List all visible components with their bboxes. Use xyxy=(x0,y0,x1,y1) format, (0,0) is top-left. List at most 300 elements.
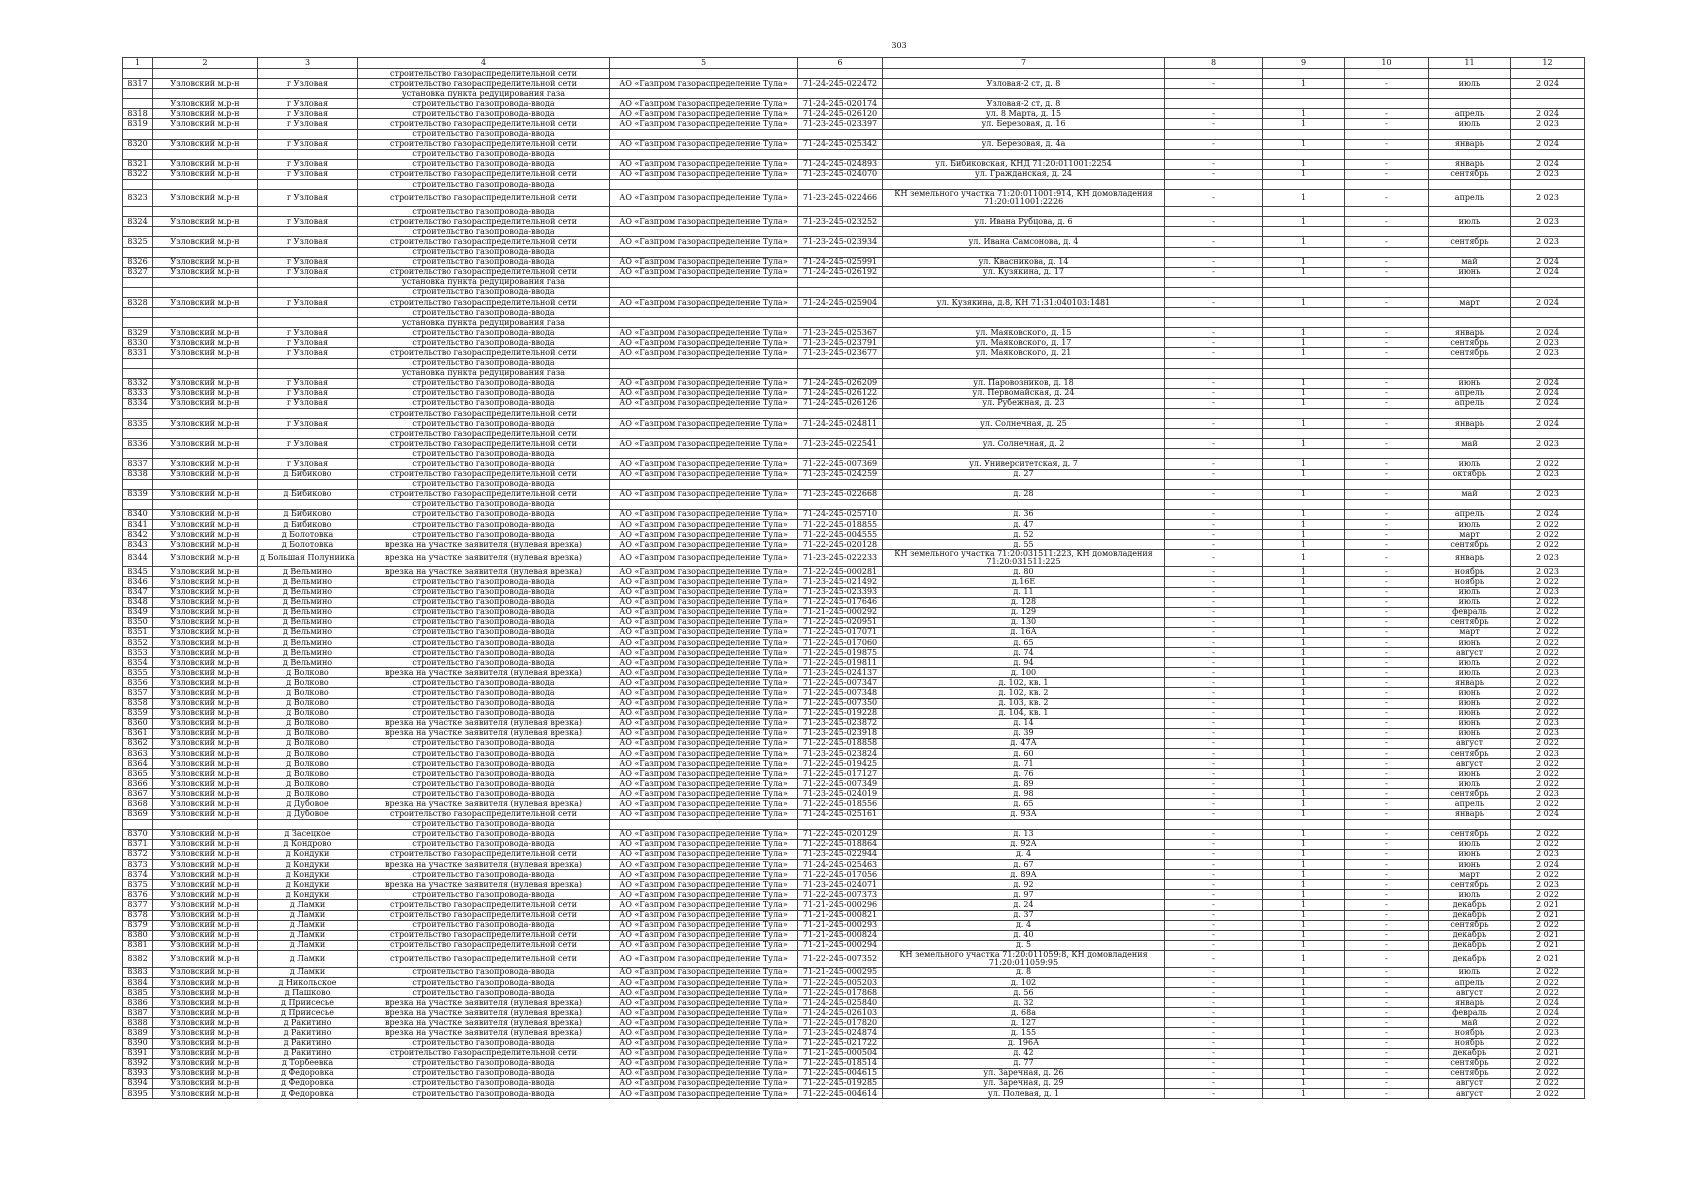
cell-col9: 1 xyxy=(1263,1068,1345,1078)
cell-year xyxy=(1511,429,1585,439)
cell-organization: АО «Газпром газораспределение Тула» xyxy=(610,439,798,449)
cell-district: Узловский м.р-н xyxy=(153,1058,258,1068)
cell-district: Узловский м.р-н xyxy=(153,718,258,728)
cell-number xyxy=(123,479,153,489)
cell-work-type: строительство газораспределительной сети xyxy=(358,439,610,449)
cell-organization: АО «Газпром газораспределение Тула» xyxy=(610,348,798,358)
cell-col10: - xyxy=(1345,1078,1429,1088)
cell-address xyxy=(883,69,1165,79)
cell-application-number: 71-22-245-017868 xyxy=(798,988,883,998)
cell-address: д. 37 xyxy=(883,910,1165,920)
cell-month: июнь xyxy=(1429,849,1511,859)
cell-locality: д Вельмино xyxy=(258,637,358,647)
cell-col9: 1 xyxy=(1263,718,1345,728)
cell-address: ул. Гражданская, д. 24 xyxy=(883,169,1165,179)
cell-district: Узловский м.р-н xyxy=(153,678,258,688)
cell-year: 2 022 xyxy=(1511,678,1585,688)
cell-year: 2 022 xyxy=(1511,577,1585,587)
cell-year xyxy=(1511,277,1585,287)
cell-col10: - xyxy=(1345,998,1429,1008)
cell-organization: АО «Газпром газораспределение Тула» xyxy=(610,217,798,227)
cell-col9: 1 xyxy=(1263,749,1345,759)
cell-col9: 1 xyxy=(1263,550,1345,567)
table-row xyxy=(123,139,1585,149)
cell-organization: АО «Газпром газораспределение Тула» xyxy=(610,237,798,247)
cell-number: 8319 xyxy=(123,119,153,129)
cell-locality: д Волково xyxy=(258,749,358,759)
cell-col8 xyxy=(1165,368,1263,378)
table-row xyxy=(123,190,1585,207)
table-row xyxy=(123,698,1585,708)
cell-address: д. 97 xyxy=(883,890,1165,900)
table-body xyxy=(123,69,1585,1099)
cell-number: 8336 xyxy=(123,439,153,449)
cell-application-number: 71-22-245-019285 xyxy=(798,1078,883,1088)
cell-number xyxy=(123,227,153,237)
cell-work-type: строительство газопровода-ввода xyxy=(358,759,610,769)
table-row xyxy=(123,409,1585,419)
cell-organization xyxy=(610,358,798,368)
cell-number: 8330 xyxy=(123,338,153,348)
cell-organization: АО «Газпром газораспределение Тула» xyxy=(610,789,798,799)
cell-application-number: 71-22-245-019228 xyxy=(798,708,883,718)
table-row xyxy=(123,1089,1585,1099)
cell-application-number: 71-21-245-000295 xyxy=(798,967,883,977)
cell-col10: - xyxy=(1345,708,1429,718)
table-row xyxy=(123,1038,1585,1048)
cell-district xyxy=(153,499,258,509)
cell-locality: г Узловая xyxy=(258,109,358,119)
table-row xyxy=(123,429,1585,439)
cell-number: 8333 xyxy=(123,388,153,398)
cell-col8: - xyxy=(1165,708,1263,718)
column-header: 7 xyxy=(883,58,1165,69)
cell-application-number: 71-23-245-023934 xyxy=(798,237,883,247)
cell-work-type: строительство газораспределительной сети xyxy=(358,409,610,419)
cell-year: 2 023 xyxy=(1511,550,1585,567)
cell-district: Узловский м.р-н xyxy=(153,540,258,550)
cell-work-type: врезка на участке заявителя (нулевая врезка) xyxy=(358,540,610,550)
cell-col10: - xyxy=(1345,328,1429,338)
cell-month: январь xyxy=(1429,809,1511,819)
cell-col9: 1 xyxy=(1263,577,1345,587)
cell-organization: АО «Газпром газораспределение Тула» xyxy=(610,870,798,880)
cell-application-number: 71-23-245-023824 xyxy=(798,749,883,759)
cell-col9: 1 xyxy=(1263,849,1345,859)
cell-work-type: установка пункта редуцирования газа xyxy=(358,89,610,99)
cell-district: Узловский м.р-н xyxy=(153,920,258,930)
cell-number: 8390 xyxy=(123,1038,153,1048)
cell-month xyxy=(1429,499,1511,509)
cell-col8: - xyxy=(1165,668,1263,678)
cell-month: декабрь xyxy=(1429,910,1511,920)
cell-number: 8329 xyxy=(123,328,153,338)
cell-col10: - xyxy=(1345,617,1429,627)
cell-month: март xyxy=(1429,627,1511,637)
table-row xyxy=(123,509,1585,519)
cell-col10: - xyxy=(1345,950,1429,967)
cell-year: 2 023 xyxy=(1511,119,1585,129)
cell-work-type: строительство газопровода-ввода xyxy=(358,449,610,459)
cell-year: 2 021 xyxy=(1511,910,1585,920)
cell-col8 xyxy=(1165,149,1263,159)
table-row xyxy=(123,920,1585,930)
cell-district: Узловский м.р-н xyxy=(153,587,258,597)
cell-year: 2 024 xyxy=(1511,297,1585,307)
cell-col10: - xyxy=(1345,718,1429,728)
cell-application-number: 71-24-245-020174 xyxy=(798,99,883,109)
cell-col10: - xyxy=(1345,297,1429,307)
cell-col8: - xyxy=(1165,1089,1263,1099)
cell-col8: - xyxy=(1165,1058,1263,1068)
cell-month: июнь xyxy=(1429,860,1511,870)
cell-district: Узловский м.р-н xyxy=(153,988,258,998)
cell-year: 2 022 xyxy=(1511,890,1585,900)
cell-month: август xyxy=(1429,1078,1511,1088)
cell-number: 8365 xyxy=(123,769,153,779)
cell-month: июнь xyxy=(1429,728,1511,738)
cell-address: д.16Е xyxy=(883,577,1165,587)
cell-district: Узловский м.р-н xyxy=(153,950,258,967)
cell-number xyxy=(123,149,153,159)
cell-col8: - xyxy=(1165,950,1263,967)
cell-district: Узловский м.р-н xyxy=(153,567,258,577)
cell-col10: - xyxy=(1345,119,1429,129)
cell-application-number xyxy=(798,129,883,139)
cell-col8: - xyxy=(1165,637,1263,647)
table-row xyxy=(123,880,1585,890)
cell-work-type: строительство газопровода-ввода xyxy=(358,1089,610,1099)
cell-col8: - xyxy=(1165,550,1263,567)
header-row xyxy=(123,58,1585,69)
cell-month xyxy=(1429,819,1511,829)
cell-number: 8369 xyxy=(123,809,153,819)
cell-col10: - xyxy=(1345,398,1429,408)
cell-col9: 1 xyxy=(1263,328,1345,338)
cell-month: сентябрь xyxy=(1429,540,1511,550)
cell-col8: - xyxy=(1165,530,1263,540)
cell-col10 xyxy=(1345,409,1429,419)
cell-organization: АО «Газпром газораспределение Тула» xyxy=(610,1008,798,1018)
cell-number: 8332 xyxy=(123,378,153,388)
cell-work-type: строительство газопровода-ввода xyxy=(358,648,610,658)
cell-col9: 1 xyxy=(1263,1008,1345,1018)
cell-number: 8350 xyxy=(123,617,153,627)
cell-month: ноябрь xyxy=(1429,577,1511,587)
cell-application-number: 71-23-245-023397 xyxy=(798,119,883,129)
cell-address: д. 65 xyxy=(883,799,1165,809)
cell-month: май xyxy=(1429,439,1511,449)
cell-locality: г Узловая xyxy=(258,398,358,408)
column-header: 5 xyxy=(610,58,798,69)
cell-month xyxy=(1429,207,1511,217)
cell-locality: д Кондуки xyxy=(258,870,358,880)
table-row xyxy=(123,267,1585,277)
cell-address xyxy=(883,247,1165,257)
cell-work-type: строительство газопровода-ввода xyxy=(358,509,610,519)
cell-number xyxy=(123,308,153,318)
cell-application-number xyxy=(798,819,883,829)
cell-number: 8366 xyxy=(123,779,153,789)
cell-application-number: 71-22-245-017071 xyxy=(798,627,883,637)
table-row xyxy=(123,849,1585,859)
cell-district: Узловский м.р-н xyxy=(153,190,258,207)
cell-col10 xyxy=(1345,429,1429,439)
cell-work-type: строительство газопровода-ввода xyxy=(358,839,610,849)
cell-col8: - xyxy=(1165,79,1263,89)
cell-locality: д Пашково xyxy=(258,988,358,998)
cell-application-number: 71-23-245-023872 xyxy=(798,718,883,728)
cell-year: 2 022 xyxy=(1511,658,1585,668)
cell-col10: - xyxy=(1345,109,1429,119)
cell-col10: - xyxy=(1345,419,1429,429)
table-row xyxy=(123,658,1585,668)
cell-district: Узловский м.р-н xyxy=(153,348,258,358)
cell-year: 2 022 xyxy=(1511,637,1585,647)
cell-number xyxy=(123,358,153,368)
cell-locality: д Волково xyxy=(258,718,358,728)
cell-col9: 1 xyxy=(1263,870,1345,880)
cell-district xyxy=(153,180,258,190)
cell-col9: 1 xyxy=(1263,789,1345,799)
cell-district xyxy=(153,479,258,489)
cell-locality: д Волково xyxy=(258,678,358,688)
cell-col9: 1 xyxy=(1263,809,1345,819)
cell-col8: - xyxy=(1165,678,1263,688)
cell-col8: - xyxy=(1165,328,1263,338)
cell-col9: 1 xyxy=(1263,567,1345,577)
cell-application-number: 71-22-245-018864 xyxy=(798,839,883,849)
cell-locality: д Ламки xyxy=(258,910,358,920)
cell-organization: АО «Газпром газораспределение Тула» xyxy=(610,708,798,718)
cell-work-type: строительство газопровода-ввода xyxy=(358,597,610,607)
cell-work-type: врезка на участке заявителя (нулевая врезка) xyxy=(358,1018,610,1028)
cell-work-type: строительство газопровода-ввода xyxy=(358,520,610,530)
cell-col9: 1 xyxy=(1263,169,1345,179)
table-row xyxy=(123,257,1585,267)
cell-district: Узловский м.р-н xyxy=(153,749,258,759)
cell-year: 2 022 xyxy=(1511,1018,1585,1028)
cell-district: Узловский м.р-н xyxy=(153,998,258,1008)
cell-work-type: строительство газопровода-ввода xyxy=(358,617,610,627)
cell-col9 xyxy=(1263,819,1345,829)
cell-month: сентябрь xyxy=(1429,237,1511,247)
cell-col10: - xyxy=(1345,597,1429,607)
cell-col9: 1 xyxy=(1263,890,1345,900)
cell-address: д. 52 xyxy=(883,530,1165,540)
cell-address: д. 103, кв. 2 xyxy=(883,698,1165,708)
cell-col8 xyxy=(1165,358,1263,368)
cell-locality: г Узловая xyxy=(258,459,358,469)
cell-address xyxy=(883,277,1165,287)
cell-month: декабрь xyxy=(1429,930,1511,940)
cell-month: февраль xyxy=(1429,607,1511,617)
table-row xyxy=(123,129,1585,139)
cell-col8: - xyxy=(1165,1028,1263,1038)
cell-address: КН земельного участка 71:20:031511:223, КН домовладения 71:20:031511:225 xyxy=(883,550,1165,567)
cell-address: ул. Заречная, д. 29 xyxy=(883,1078,1165,1088)
cell-col10: - xyxy=(1345,237,1429,247)
cell-col10 xyxy=(1345,99,1429,109)
cell-col8: - xyxy=(1165,900,1263,910)
cell-address xyxy=(883,180,1165,190)
cell-col8: - xyxy=(1165,1068,1263,1078)
cell-organization: АО «Газпром газораспределение Тула» xyxy=(610,809,798,819)
cell-work-type: строительство газопровода-ввода xyxy=(358,870,610,880)
cell-address xyxy=(883,499,1165,509)
cell-col8: - xyxy=(1165,617,1263,627)
cell-address: ул. Маяковского, д. 17 xyxy=(883,338,1165,348)
table-row xyxy=(123,749,1585,759)
cell-work-type: установка пункта редуцирования газа xyxy=(358,318,610,328)
cell-work-type: строительство газопровода-ввода xyxy=(358,149,610,159)
cell-month: июнь xyxy=(1429,267,1511,277)
cell-year: 2 023 xyxy=(1511,587,1585,597)
cell-application-number: 71-22-245-020951 xyxy=(798,617,883,627)
cell-locality: г Узловая xyxy=(258,328,358,338)
cell-address: д. 155 xyxy=(883,1028,1165,1038)
cell-organization xyxy=(610,318,798,328)
cell-application-number xyxy=(798,180,883,190)
cell-address xyxy=(883,368,1165,378)
cell-application-number: 71-23-245-022466 xyxy=(798,190,883,207)
table-row xyxy=(123,789,1585,799)
cell-col8: - xyxy=(1165,718,1263,728)
table-row xyxy=(123,479,1585,489)
cell-locality xyxy=(258,129,358,139)
cell-col9 xyxy=(1263,308,1345,318)
cell-application-number: 71-24-245-025991 xyxy=(798,257,883,267)
cell-address: КН земельного участка 71:20:011001:914, КН домовладения 71:20:011001:2226 xyxy=(883,190,1165,207)
table-row xyxy=(123,617,1585,627)
table-row xyxy=(123,738,1585,748)
cell-col8 xyxy=(1165,277,1263,287)
table-row xyxy=(123,378,1585,388)
cell-month: июль xyxy=(1429,839,1511,849)
cell-work-type: строительство газораспределительной сети xyxy=(358,69,610,79)
table-row xyxy=(123,678,1585,688)
cell-col9: 1 xyxy=(1263,459,1345,469)
cell-year: 2 023 xyxy=(1511,489,1585,499)
cell-organization: АО «Газпром газораспределение Тула» xyxy=(610,257,798,267)
cell-year: 2 024 xyxy=(1511,998,1585,1008)
cell-month xyxy=(1429,180,1511,190)
cell-locality: д Вельмино xyxy=(258,587,358,597)
cell-work-type: строительство газораспределительной сети xyxy=(358,348,610,358)
cell-work-type: строительство газопровода-ввода xyxy=(358,388,610,398)
cell-district: Узловский м.р-н xyxy=(153,79,258,89)
cell-application-number xyxy=(798,69,883,79)
table-row xyxy=(123,988,1585,998)
cell-col10: - xyxy=(1345,809,1429,819)
cell-number: 8357 xyxy=(123,688,153,698)
cell-application-number: 71-22-245-007348 xyxy=(798,688,883,698)
cell-month: март xyxy=(1429,297,1511,307)
cell-locality: д Федоровка xyxy=(258,1089,358,1099)
cell-col10 xyxy=(1345,449,1429,459)
cell-col9: 1 xyxy=(1263,439,1345,449)
cell-organization xyxy=(610,247,798,257)
cell-month: сентябрь xyxy=(1429,617,1511,627)
column-header: 12 xyxy=(1511,58,1585,69)
cell-year: 2 023 xyxy=(1511,169,1585,179)
table-row xyxy=(123,217,1585,227)
cell-col9: 1 xyxy=(1263,217,1345,227)
cell-year: 2 022 xyxy=(1511,839,1585,849)
cell-col8: - xyxy=(1165,799,1263,809)
cell-organization: АО «Газпром газораспределение Тула» xyxy=(610,99,798,109)
cell-col9: 1 xyxy=(1263,1058,1345,1068)
cell-number: 8343 xyxy=(123,540,153,550)
cell-year: 2 022 xyxy=(1511,520,1585,530)
cell-organization xyxy=(610,277,798,287)
cell-year: 2 022 xyxy=(1511,977,1585,987)
cell-number: 8347 xyxy=(123,587,153,597)
cell-year: 2 023 xyxy=(1511,718,1585,728)
cell-col10: - xyxy=(1345,829,1429,839)
cell-locality xyxy=(258,89,358,99)
cell-application-number: 71-23-245-022668 xyxy=(798,489,883,499)
cell-address: КН земельного участка 71:20:011059:8, КН домовладения 71:20:011059:95 xyxy=(883,950,1165,967)
cell-col9 xyxy=(1263,89,1345,99)
cell-application-number: 71-24-245-026126 xyxy=(798,398,883,408)
cell-col10 xyxy=(1345,479,1429,489)
table-row xyxy=(123,607,1585,617)
cell-application-number: 71-23-245-023252 xyxy=(798,217,883,227)
cell-col9 xyxy=(1263,499,1345,509)
cell-col8: - xyxy=(1165,910,1263,920)
cell-col10: - xyxy=(1345,967,1429,977)
cell-year: 2 022 xyxy=(1511,920,1585,930)
cell-col9: 1 xyxy=(1263,860,1345,870)
cell-number: 8348 xyxy=(123,597,153,607)
cell-month xyxy=(1429,149,1511,159)
cell-col10 xyxy=(1345,287,1429,297)
cell-col9: 1 xyxy=(1263,950,1345,967)
cell-locality: г Узловая xyxy=(258,139,358,149)
cell-number: 8320 xyxy=(123,139,153,149)
cell-address: д. 74 xyxy=(883,648,1165,658)
cell-district: Узловский м.р-н xyxy=(153,728,258,738)
cell-col8: - xyxy=(1165,190,1263,207)
cell-col8 xyxy=(1165,247,1263,257)
cell-year: 2 023 xyxy=(1511,237,1585,247)
cell-address: д. 39 xyxy=(883,728,1165,738)
cell-district: Узловский м.р-н xyxy=(153,849,258,859)
cell-month: сентябрь xyxy=(1429,789,1511,799)
cell-district: Узловский м.р-н xyxy=(153,109,258,119)
table-row xyxy=(123,287,1585,297)
cell-col10 xyxy=(1345,247,1429,257)
cell-number: 8375 xyxy=(123,880,153,890)
cell-col10: - xyxy=(1345,79,1429,89)
cell-locality xyxy=(258,308,358,318)
table-row xyxy=(123,1028,1585,1038)
cell-col9: 1 xyxy=(1263,469,1345,479)
cell-work-type: врезка на участке заявителя (нулевая врезка) xyxy=(358,728,610,738)
cell-col10 xyxy=(1345,227,1429,237)
cell-col9: 1 xyxy=(1263,637,1345,647)
cell-col9 xyxy=(1263,180,1345,190)
cell-col10: - xyxy=(1345,489,1429,499)
cell-year: 2 022 xyxy=(1511,870,1585,880)
cell-month: январь xyxy=(1429,998,1511,1008)
cell-col8 xyxy=(1165,129,1263,139)
cell-organization: АО «Газпром газораспределение Тула» xyxy=(610,769,798,779)
cell-organization xyxy=(610,429,798,439)
cell-application-number xyxy=(798,207,883,217)
cell-col8 xyxy=(1165,429,1263,439)
